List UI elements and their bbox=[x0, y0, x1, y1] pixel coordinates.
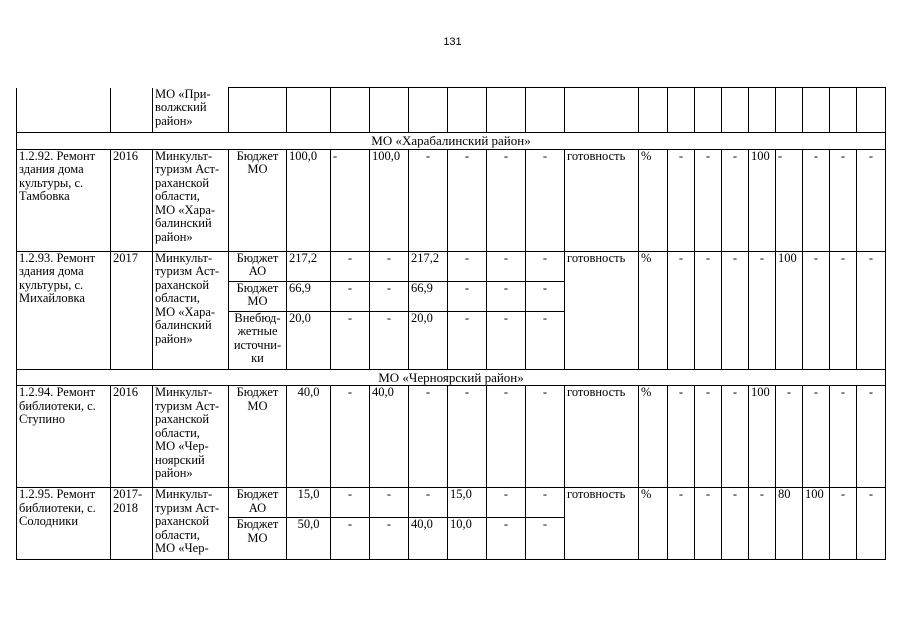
cell-empty bbox=[639, 311, 668, 369]
section-header: МО «Харабалинский район» bbox=[17, 133, 886, 150]
cell-empty bbox=[695, 281, 722, 311]
cell-empty bbox=[803, 88, 830, 133]
item-name: 1.2.93. Ремонт здания дома культуры, с. Михайловка bbox=[17, 251, 111, 369]
target-value: - bbox=[857, 251, 886, 281]
cell-empty bbox=[639, 88, 668, 133]
item-name: 1.2.92. Ремонт здания дома культуры, с. Тамбовка bbox=[17, 149, 111, 251]
funding-value: 20,0 bbox=[409, 311, 448, 369]
cell-empty bbox=[229, 88, 287, 133]
table-body bbox=[17, 88, 886, 560]
target-value: - bbox=[749, 251, 776, 281]
cell-empty bbox=[803, 518, 830, 560]
cell-empty bbox=[803, 311, 830, 369]
funding-source: Внебюд- жетные источни- ки bbox=[229, 311, 287, 369]
target-value: - bbox=[857, 386, 886, 488]
funding-value: - bbox=[487, 251, 526, 281]
target-value: 80 bbox=[776, 488, 803, 518]
cell-empty bbox=[776, 311, 803, 369]
indicator: готовность bbox=[565, 251, 639, 369]
cell-empty bbox=[370, 88, 409, 133]
program-table bbox=[16, 87, 886, 560]
cell-empty bbox=[17, 88, 111, 133]
cell-empty bbox=[639, 281, 668, 311]
target-value: 100 bbox=[749, 386, 776, 488]
cell-empty bbox=[722, 311, 749, 369]
target-value: - bbox=[830, 149, 857, 251]
item-year: 2016 bbox=[111, 149, 153, 251]
funding-value: - bbox=[526, 149, 565, 251]
cell-empty bbox=[331, 88, 370, 133]
cell-empty bbox=[695, 518, 722, 560]
target-value: - bbox=[776, 149, 803, 251]
funding-value: - bbox=[487, 518, 526, 560]
cell-empty bbox=[287, 88, 331, 133]
cell-empty bbox=[857, 518, 886, 560]
unit: % bbox=[639, 149, 668, 251]
cell-empty bbox=[749, 518, 776, 560]
target-value: - bbox=[803, 149, 830, 251]
funding-value: - bbox=[448, 251, 487, 281]
funding-value: - bbox=[331, 518, 370, 560]
cell-empty bbox=[776, 518, 803, 560]
funding-value: - bbox=[526, 281, 565, 311]
cell-empty bbox=[830, 281, 857, 311]
funding-total: 20,0 bbox=[287, 311, 331, 369]
target-value: - bbox=[830, 488, 857, 518]
cell-empty bbox=[776, 281, 803, 311]
cell-empty bbox=[830, 88, 857, 133]
funding-value: - bbox=[487, 386, 526, 488]
cell-empty bbox=[722, 518, 749, 560]
target-value: 100 bbox=[776, 251, 803, 281]
funding-value: 100,0 bbox=[370, 149, 409, 251]
funding-value: - bbox=[448, 281, 487, 311]
funding-value: - bbox=[370, 251, 409, 281]
cell-empty bbox=[830, 518, 857, 560]
target-value: - bbox=[803, 251, 830, 281]
funding-value: - bbox=[487, 281, 526, 311]
target-value: - bbox=[857, 488, 886, 518]
unit: % bbox=[639, 251, 668, 281]
target-value: - bbox=[776, 386, 803, 488]
table-row bbox=[17, 251, 886, 281]
funding-value: - bbox=[526, 386, 565, 488]
cell-empty bbox=[857, 281, 886, 311]
funding-value: - bbox=[526, 518, 565, 560]
section-header-row bbox=[17, 133, 886, 150]
cell-empty bbox=[448, 88, 487, 133]
unit: % bbox=[639, 488, 668, 518]
cell-empty bbox=[565, 88, 639, 133]
funding-value: 10,0 bbox=[448, 518, 487, 560]
cell-empty bbox=[639, 518, 668, 560]
item-name: 1.2.95. Ремонт библиотеки, с. Солодники bbox=[17, 488, 111, 560]
table-row bbox=[17, 149, 886, 251]
target-value: 100 bbox=[803, 488, 830, 518]
funding-value: - bbox=[370, 311, 409, 369]
target-value: - bbox=[668, 149, 695, 251]
funding-value: - bbox=[331, 386, 370, 488]
funding-value: - bbox=[487, 311, 526, 369]
indicator: готовность bbox=[565, 386, 639, 488]
target-value: - bbox=[668, 488, 695, 518]
cell-empty bbox=[722, 281, 749, 311]
cell-empty bbox=[111, 88, 153, 133]
funding-source: Бюджет МО bbox=[229, 281, 287, 311]
funding-value: - bbox=[448, 149, 487, 251]
table-row bbox=[17, 386, 886, 488]
section-header: МО «Черноярский район» bbox=[17, 369, 886, 386]
continuation-row bbox=[17, 88, 886, 133]
cell-empty bbox=[526, 88, 565, 133]
target-value: - bbox=[722, 488, 749, 518]
target-value: - bbox=[830, 251, 857, 281]
target-value: - bbox=[668, 251, 695, 281]
cell-empty bbox=[409, 88, 448, 133]
section-header-row bbox=[17, 369, 886, 386]
cell-empty bbox=[668, 88, 695, 133]
cell-empty bbox=[830, 311, 857, 369]
item-year: 2016 bbox=[111, 386, 153, 488]
item-year: 2017- 2018 bbox=[111, 488, 153, 560]
funding-total: 40,0 bbox=[287, 386, 331, 488]
funding-source: Бюджет МО bbox=[229, 518, 287, 560]
funding-source: Бюджет АО bbox=[229, 251, 287, 281]
target-value: - bbox=[695, 251, 722, 281]
target-value: - bbox=[695, 488, 722, 518]
cell-empty bbox=[857, 88, 886, 133]
target-value: - bbox=[857, 149, 886, 251]
funding-source: Бюджет МО bbox=[229, 149, 287, 251]
cell-empty bbox=[695, 311, 722, 369]
target-value: - bbox=[668, 386, 695, 488]
funding-value: - bbox=[526, 251, 565, 281]
funding-total: 217,2 bbox=[287, 251, 331, 281]
funding-value: - bbox=[331, 149, 370, 251]
funding-value: - bbox=[409, 149, 448, 251]
funding-total: 50,0 bbox=[287, 518, 331, 560]
funding-value: - bbox=[331, 251, 370, 281]
executor-cell: МО «При- волжский район» bbox=[153, 88, 229, 133]
item-executor: Минкульт- туризм Аст- раханской области, МО «Хара- балинский район» bbox=[153, 149, 229, 251]
funding-value: - bbox=[331, 281, 370, 311]
funding-value: - bbox=[487, 149, 526, 251]
target-value: - bbox=[722, 386, 749, 488]
indicator: готовность bbox=[565, 149, 639, 251]
item-executor: Минкульт- туризм Аст- раханской области, МО «Хара- балинский район» bbox=[153, 251, 229, 369]
target-value: - bbox=[803, 386, 830, 488]
target-value: 100 bbox=[749, 149, 776, 251]
funding-total: 100,0 bbox=[287, 149, 331, 251]
funding-source: Бюджет МО bbox=[229, 386, 287, 488]
target-value: - bbox=[722, 149, 749, 251]
cell-empty bbox=[668, 518, 695, 560]
item-executor: Минкульт- туризм Аст- раханской области, МО «Чер- ноярский район» bbox=[153, 386, 229, 488]
item-year: 2017 bbox=[111, 251, 153, 369]
item-executor: Минкульт- туризм Аст- раханской области, МО «Чер- bbox=[153, 488, 229, 560]
target-value: - bbox=[722, 251, 749, 281]
cell-empty bbox=[857, 311, 886, 369]
funding-source: Бюджет АО bbox=[229, 488, 287, 518]
funding-value: - bbox=[526, 488, 565, 518]
cell-empty bbox=[749, 88, 776, 133]
funding-value: - bbox=[526, 311, 565, 369]
funding-value: 15,0 bbox=[448, 488, 487, 518]
funding-value: - bbox=[331, 311, 370, 369]
cell-empty bbox=[487, 88, 526, 133]
funding-value: - bbox=[370, 488, 409, 518]
target-value: - bbox=[830, 386, 857, 488]
funding-value: - bbox=[331, 488, 370, 518]
page-number: 131 bbox=[443, 36, 462, 48]
target-value: - bbox=[695, 149, 722, 251]
funding-total: 15,0 bbox=[287, 488, 331, 518]
funding-value: - bbox=[448, 386, 487, 488]
funding-value: 40,0 bbox=[409, 518, 448, 560]
funding-value: - bbox=[370, 281, 409, 311]
funding-value: - bbox=[448, 311, 487, 369]
cell-empty bbox=[749, 311, 776, 369]
cell-empty bbox=[776, 88, 803, 133]
cell-empty bbox=[695, 88, 722, 133]
funding-value: - bbox=[409, 488, 448, 518]
target-value: - bbox=[695, 386, 722, 488]
cell-empty bbox=[749, 281, 776, 311]
cell-empty bbox=[668, 311, 695, 369]
funding-value: 217,2 bbox=[409, 251, 448, 281]
cell-empty bbox=[803, 281, 830, 311]
cell-empty bbox=[668, 281, 695, 311]
funding-value: - bbox=[370, 518, 409, 560]
funding-value: - bbox=[487, 488, 526, 518]
table-row bbox=[17, 488, 886, 518]
unit: % bbox=[639, 386, 668, 488]
item-name: 1.2.94. Ремонт библиотеки, с. Ступино bbox=[17, 386, 111, 488]
cell-empty bbox=[722, 88, 749, 133]
indicator: готовность bbox=[565, 488, 639, 560]
funding-value: - bbox=[409, 386, 448, 488]
target-value: - bbox=[749, 488, 776, 518]
funding-value: 66,9 bbox=[409, 281, 448, 311]
funding-value: 40,0 bbox=[370, 386, 409, 488]
funding-total: 66,9 bbox=[287, 281, 331, 311]
